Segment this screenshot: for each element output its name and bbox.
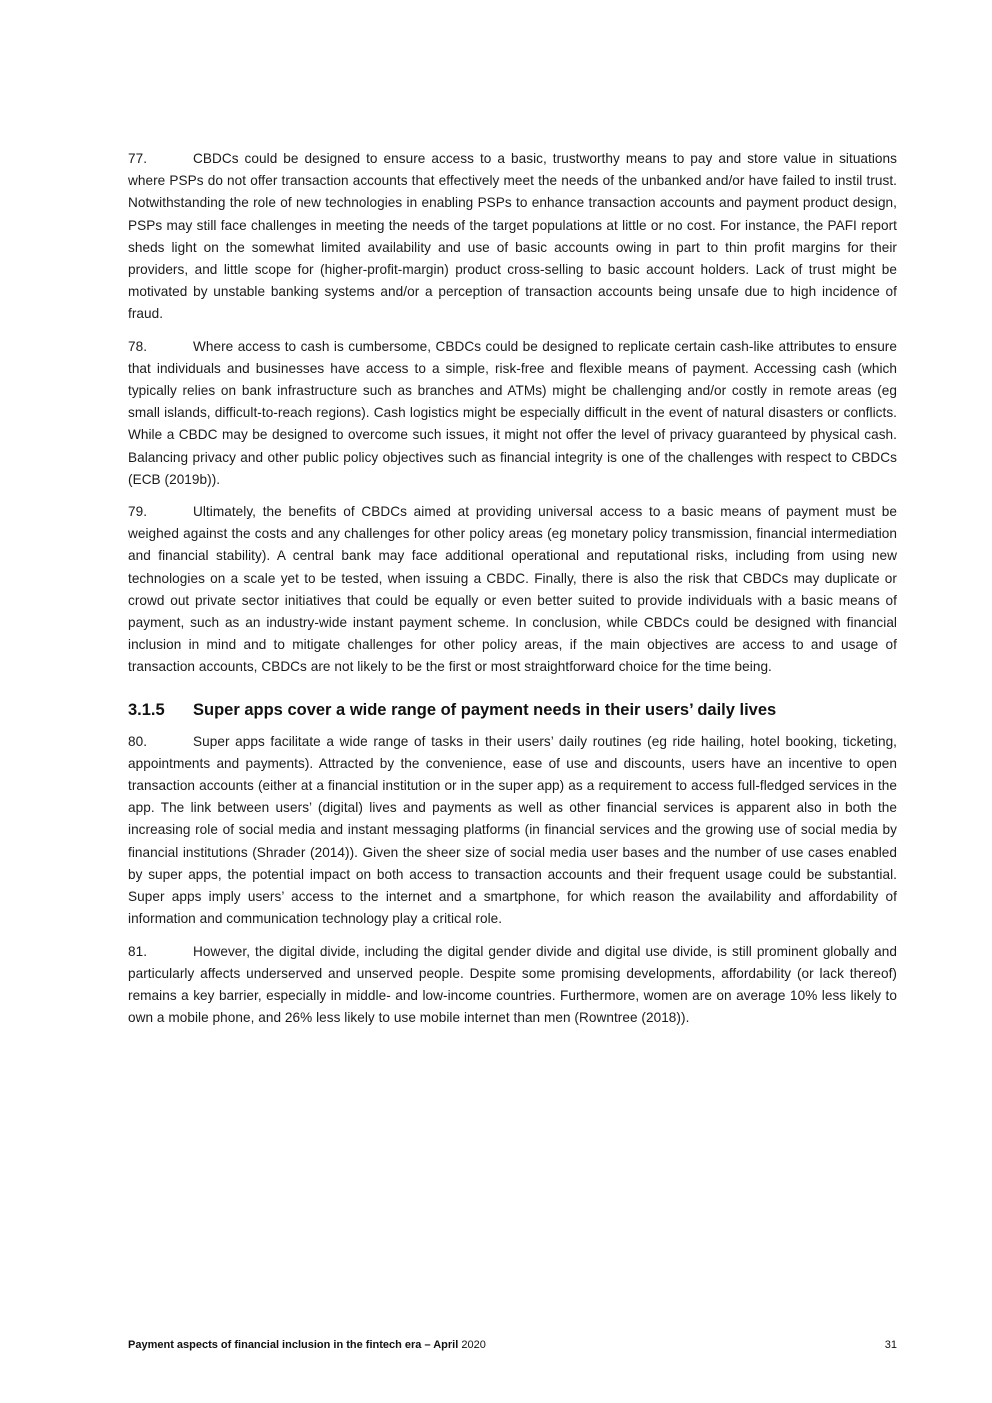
paragraph-text: Where access to cash is cumbersome, CBDCs could be designed to replicate certain cash-like attributes to ensure that individuals and businesses have access to a simple, risk-free and flexible means of payment. Accessing cash (which typically relies on bank infrastructure such as branches and ATMs) might be challenging and/or costly in remote areas (eg small islands, difficult-to-reach regions). Cash logistics might be especially difficult in the event of natural disasters or conflicts. While a CBDC may be designed to overcome such issues, it might not offer the level of privacy guaranteed by physical cash. Balancing privacy and other public policy objectives such as financial integrity is one of the challenges with respect to CBDCs (ECB (2019b)).	[128, 338, 897, 487]
paragraph-text: Super apps facilitate a wide range of tasks in their users’ daily routines (eg ride hailing, hotel booking, ticketing, appointments and payments). Attracted by the convenience, ease of use and discounts, users have an incentive to open transaction accounts (either at a financial institution or in the super app) as a requirement to access full-fledged services in the app. The link between users’ (digital) lives and payments as well as other financial services is apparent also in both the increasing role of social media and instant messaging platforms (in financial services and the growing use of social media by financial institutions (Shrader (2014)). Given the sheer size of social media user bases and the number of use cases enabled by super apps, the potential impact on both access to transaction accounts and their frequent usage could be substantial. Super apps imply users’ access to the internet and a smartphone, for which reason the availability and affordability of information and communication technology play a critical role.	[128, 733, 897, 927]
paragraph-78	[128, 336, 897, 491]
paragraph-text: Ultimately, the benefits of CBDCs aimed at providing universal access to a basic means of payment must be weighed against the costs and any challenges for other policy areas (eg monetary policy transmission, financial intermediation and financial stability). A central bank may face additional operational and reputational risks, including from using new technologies on a scale yet to be tested, when issuing a CBDC. Finally, there is also the risk that CBDCs may duplicate or crowd out private sector initiatives that could be equally or even better suited to provide individuals with a basic means of payment, such as an industry-wide instant payment scheme. In conclusion, while CBDCs could be designed with financial inclusion in mind and to mitigate challenges for other policy areas, if the main objectives are access to and usage of transaction accounts, CBDCs are not likely to be the first or most straightforward choice for the time being.	[128, 504, 897, 675]
paragraph-79	[128, 501, 897, 679]
footer-title: Payment aspects of financial inclusion in the fintech era – April	[128, 1339, 459, 1351]
paragraph-81	[128, 941, 897, 1030]
paragraph-number: 78.	[128, 338, 148, 354]
paragraph-text: However, the digital divide, including the digital gender divide and digital use divide, is still prominent globally and particularly affects underserved and unserved people. Despite some promising developments, affordability (or lack thereof) remains a key barrier, especially in middle- and low-income countries. Furthermore, women are on average 10% less likely to own a mobile phone, and 26% less likely to use mobile internet than men (Rowntree (2018)).	[128, 943, 897, 1026]
paragraph-number: 79.	[128, 504, 148, 520]
paragraph-77	[128, 148, 897, 326]
paragraph-80	[128, 731, 897, 931]
main-content	[128, 148, 897, 1039]
page-number: 31	[884, 1339, 897, 1351]
paragraph-text: CBDCs could be designed to ensure access to a basic, trustworthy means to pay and store value in situations where PSPs do not offer transaction accounts that effectively meet the needs of the unbanked and/or have failed to instil trust. Notwithstanding the role of new technologies in enabling PSPs to enhance transaction accounts and payment product design, PSPs may still face challenges in meeting the needs of the target populations at little or no cost. For instance, the PAFI report sheds light on the somewhat limited availability and use of basic accounts owing in part to thin profit margins for their providers, and little scope for (higher-profit-margin) product cross-selling to basic account holders. Lack of trust might be motivated by unstable banking systems and/or a perception of transaction accounts being unsafe due to high incidence of fraud.	[128, 151, 897, 322]
paragraph-number: 80.	[128, 733, 148, 749]
page-footer	[128, 1338, 897, 1352]
section-heading	[128, 699, 897, 721]
footer-year: 2020	[461, 1339, 486, 1351]
section-number: 3.1.5	[128, 700, 165, 719]
paragraph-number: 77.	[128, 151, 148, 166]
paragraph-number: 81.	[128, 943, 148, 959]
section-title: Super apps cover a wide range of payment needs in their users’ daily lives	[193, 700, 777, 719]
